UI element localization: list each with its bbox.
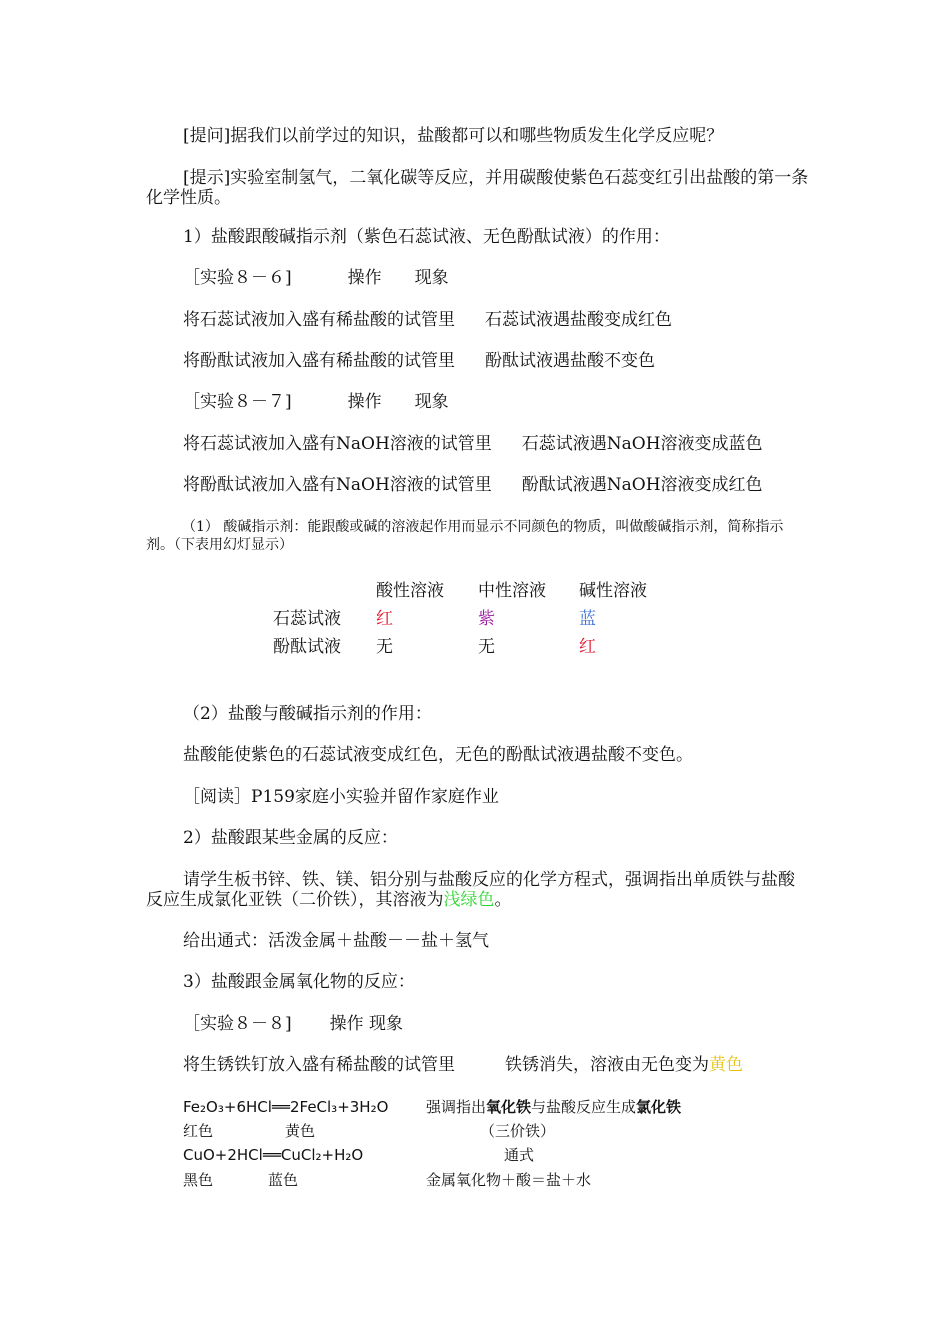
row-litmus-hcl [183,310,672,330]
header-basic: 碱性溶液 [579,581,647,601]
experiment-label: ［实验８－６] [183,268,292,288]
section-2-text: 盐酸能使紫色的石蕊试液变成红色，无色的酚酞试液遇盐酸不变色。 [183,745,693,765]
equation-fe2o3: Fe₂O₃+6HCl══2FeCl₃+3H₂O [183,1098,389,1116]
phenomenon-text: 铁锈消失，溶液由无色变为 [505,1055,709,1075]
note-bold-iron-oxide: 氧化铁 [486,1098,532,1116]
header-acidic: 酸性溶液 [376,581,444,601]
cell-neutral: 无 [478,637,495,657]
section-3-text [146,870,811,910]
equation-1-color-2: 黄色 [285,1122,316,1140]
section-1-heading: 1）盐酸跟酸碱指示剂（紫色石蕊试液、无色酚酞试液）的作用： [183,227,670,247]
phenomenon-text: 石蕊试液遇NaOH溶液变成蓝色 [521,434,763,454]
cell-acidic: 无 [376,637,393,657]
row-name: 酚酞试液 [273,637,341,657]
operation-text: 将酚酞试液加入盛有NaOH溶液的试管里 [183,475,492,495]
equation-2-color-2: 蓝色 [268,1171,299,1189]
table-row [273,632,673,657]
cell-acidic: 红 [376,609,393,629]
phenomenon-label: 现象 [414,392,449,412]
reading-note: ［阅读］P159家庭小实验并留作家庭作业 [183,787,499,807]
general-formula-metal: 给出通式：活泼金属＋盐酸－－盐＋氢气 [183,931,489,951]
experiment-8-6-header [183,268,449,288]
equation-cuo: CuO+2HCl══CuCl₂+H₂O [183,1146,364,1164]
row-phenolphthalein-naoh [183,475,763,495]
row-name: 石蕊试液 [273,609,341,629]
general-label: 通式 [504,1146,535,1164]
equation-2-color-1: 黑色 [183,1171,214,1189]
row-litmus-naoh [183,434,763,454]
experiment-label: ［实验８－８] [183,1014,292,1034]
note-text: 强调指出 [426,1098,487,1116]
note-bold-iron-chloride: 氯化铁 [636,1098,682,1116]
operation-text: 将石蕊试液加入盛有稀盐酸的试管里 [183,310,455,330]
equation-1-note [426,1098,681,1116]
phenomenon-text: 酚酞试液遇盐酸不变色 [485,351,655,371]
header-neutral: 中性溶液 [478,581,546,601]
trivalent-iron-note: （三价铁） [480,1122,556,1140]
cell-neutral: 紫 [478,609,495,629]
operation-text: 将石蕊试液加入盛有NaOH溶液的试管里 [183,434,492,454]
operation-label: 操作 [347,392,382,412]
row-phenolphthalein-hcl [183,351,655,371]
cell-basic: 蓝 [579,609,596,629]
operation-label: 操作 [347,268,382,288]
operation-text: 将生锈铁钉放入盛有稀盐酸的试管里 [183,1055,455,1075]
hint-paragraph: [提示]实验室制氢气，二氧化碳等反应，并用碳酸使紫色石蕊变红引出盐酸的第一条化学性质。 [146,168,809,208]
indicator-definition: （1） 酸碱指示剂：能跟酸或碱的溶液起作用而显示不同颜色的物质，叫做酸碱指示剂，简称指示剂。（下表用幻灯显示） [146,519,784,553]
section-3-heading: 2）盐酸跟某些金属的反应： [183,828,398,848]
experiment-label: ［实验８－７] [183,392,292,412]
section-3-text-end: 。 [494,890,512,910]
phenomenon-text: 酚酞试液遇NaOH溶液变成红色 [521,475,763,495]
row-rusty-nail [183,1055,743,1075]
general-formula-oxide: 金属氧化物＋酸＝盐＋水 [426,1171,592,1189]
cell-basic: 红 [579,637,596,657]
yellow-highlight: 黄色 [709,1055,743,1075]
operation-phenomenon-label: 操作 现象 [329,1014,404,1034]
table-row [273,604,673,629]
phenomenon-label: 现象 [414,268,449,288]
experiment-8-7-header [183,392,449,412]
equation-1-color-1: 红色 [183,1122,214,1140]
experiment-8-8-header [183,1014,403,1034]
phenomenon-text: 石蕊试液遇盐酸变成红色 [485,310,672,330]
light-green-highlight: 浅绿色 [443,890,495,910]
table-header-row [273,576,673,601]
operation-text: 将酚酞试液加入盛有稀盐酸的试管里 [183,351,455,371]
note-text: 与盐酸反应生成 [531,1098,637,1116]
section-3-text-main: 请学生板书锌、铁、镁、铝分别与盐酸反应的化学方程式，强调指出单质铁与盐酸反应生成氯化亚铁（二价铁），其溶液为 [146,870,795,910]
question-line: [提问]据我们以前学过的知识，盐酸都可以和哪些物质发生化学反应呢？ [183,126,724,146]
section-2-heading: （2）盐酸与酸碱指示剂的作用： [183,704,432,724]
section-4-heading: 3）盐酸跟金属氧化物的反应： [183,972,415,992]
